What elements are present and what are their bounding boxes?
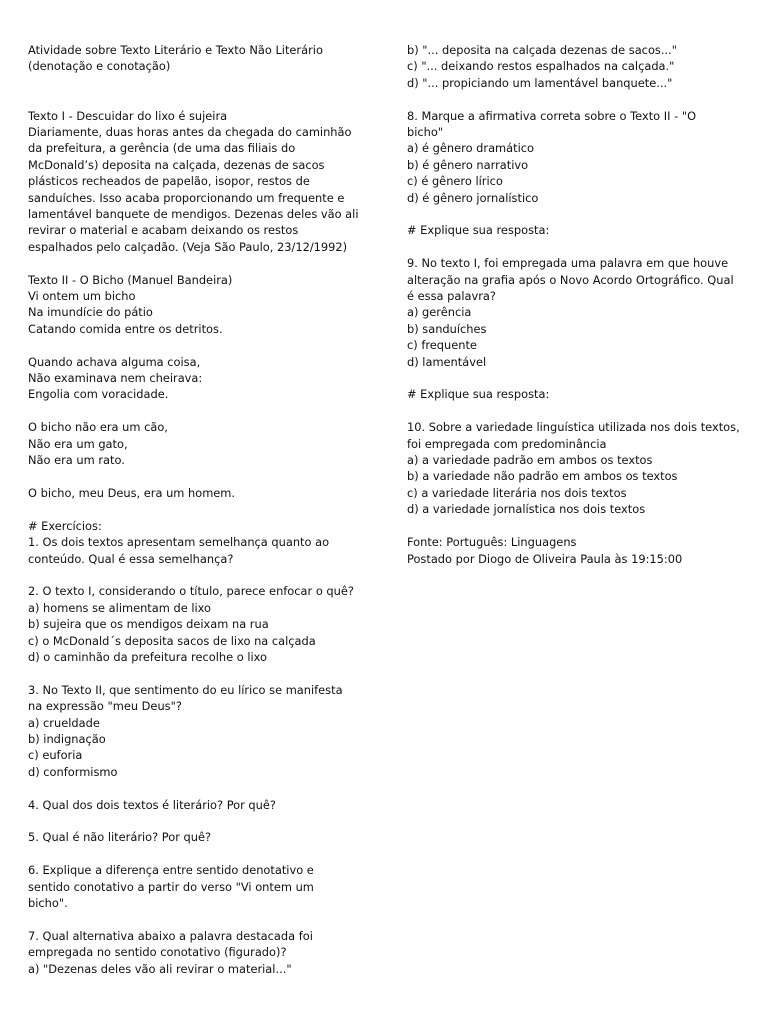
text-line: alteração na grafia após o Novo Acordo Ortográfico. Qual xyxy=(407,272,734,287)
text-line: a) a variedade padrão em ambos os textos xyxy=(407,453,653,468)
text-line: b) sanduíches xyxy=(407,321,487,336)
texto-2-stanza-1 xyxy=(28,272,368,338)
text-line: 5. Qual é não literário? Por quê? xyxy=(28,830,212,845)
text-line: O bicho, meu Deus, era um homem. xyxy=(28,485,236,500)
text-line: c) o McDonald´s deposita sacos de lixo na calçada xyxy=(28,633,316,648)
text-line: Na imundície do pátio xyxy=(28,305,153,320)
question-6 xyxy=(28,862,368,911)
text-line: plásticos recheados de papelão, isopor, restos de xyxy=(28,174,310,189)
question-4 xyxy=(28,797,368,813)
question-3 xyxy=(28,682,368,780)
text-line: c) "... deixando restos espalhados na calçada." xyxy=(407,59,675,74)
text-line: Não era um rato. xyxy=(28,453,125,468)
text-line: b) é gênero narrativo xyxy=(407,157,529,172)
text-line: a) homens se alimentam de lixo xyxy=(28,600,212,615)
text-line: b) "... deposita na calçada dezenas de sacos..." xyxy=(407,43,677,57)
text-line: d) "... propiciando um lamentável banquete..." xyxy=(407,75,673,90)
text-line: 6. Explique a diferença entre sentido denotativo e xyxy=(28,863,314,878)
text-line: d) é gênero jornalístico xyxy=(407,190,539,205)
question-10 xyxy=(407,419,747,517)
text-line: é essa palavra? xyxy=(407,289,496,304)
text-line: # Exercícios: xyxy=(28,518,102,533)
text-line: d) lamentável xyxy=(407,354,487,369)
text-line: Atividade sobre Texto Literário e Texto Não Literário xyxy=(28,43,323,57)
text-line: c) frequente xyxy=(407,338,477,353)
text-line: d) a variedade jornalística nos dois textos xyxy=(407,502,646,517)
text-line: Não era um gato, xyxy=(28,436,128,451)
text-line: Texto II - O Bicho (Manuel Bandeira) xyxy=(28,272,233,287)
text-line: revirar o material e acabam deixando os restos xyxy=(28,223,299,238)
text-line: 7. Qual alternativa abaixo a palavra destacada foi xyxy=(28,928,313,943)
text-line: empregada no sentido conotativo (figurado)? xyxy=(28,945,287,960)
text-line: (denotação e conotação) xyxy=(28,59,171,74)
texto-2-stanza-4 xyxy=(28,485,368,501)
text-line: espalhados pelo calçadão. (Veja São Paulo, 23/12/1992) xyxy=(28,239,348,254)
text-line: 9. No texto I, foi empregada uma palavra em que houve xyxy=(407,256,729,271)
text-line: bicho" xyxy=(407,125,444,140)
text-line: Quando achava alguma coisa, xyxy=(28,354,201,369)
text-line: lamentável banquete de mendigos. Dezenas deles vão ali xyxy=(28,207,359,222)
source-footer xyxy=(407,534,747,567)
texto-1 xyxy=(28,108,368,256)
explain-answer-2 xyxy=(407,386,747,402)
text-line: Fonte: Português: Linguagens xyxy=(407,535,577,550)
text-line: bicho". xyxy=(28,895,68,910)
text-line: O bicho não era um cão, xyxy=(28,420,168,435)
text-line: # Explique sua resposta: xyxy=(407,387,550,402)
text-line: foi empregada com predominância xyxy=(407,436,607,451)
text-line: na expressão "meu Deus"? xyxy=(28,699,182,714)
text-line: 1. Os dois textos apresentam semelhança quanto ao xyxy=(28,535,330,550)
question-8 xyxy=(407,108,747,206)
text-line: da prefeitura, a gerência (de uma das filiais do xyxy=(28,141,296,156)
question-7-options-continued xyxy=(407,42,747,91)
question-7 xyxy=(28,928,368,977)
text-line: Diariamente, duas horas antes da chegada do caminhão xyxy=(28,125,352,140)
text-line: b) indignação xyxy=(28,731,106,746)
text-line: 8. Marque a afirmativa correta sobre o Texto II - "O xyxy=(407,108,697,123)
text-line: b) a variedade não padrão em ambos os textos xyxy=(407,469,678,484)
text-line: 2. O texto I, considerando o título, parece enfocar o quê? xyxy=(28,584,354,599)
text-line: 4. Qual dos dois textos é literário? Por quê? xyxy=(28,797,276,812)
text-line: 3. No Texto II, que sentimento do eu lírico se manifesta xyxy=(28,682,343,697)
text-line: conteúdo. Qual é essa semelhança? xyxy=(28,551,234,566)
question-2 xyxy=(28,583,368,665)
question-1 xyxy=(28,518,368,567)
texto-2-stanza-2 xyxy=(28,354,368,403)
text-line: Catando comida entre os detritos. xyxy=(28,321,223,336)
text-line: sentido conotativo a partir do verso "Vi ontem um xyxy=(28,879,314,894)
activity-title xyxy=(28,42,368,75)
text-line: # Explique sua resposta: xyxy=(407,223,550,238)
text-line: Engolia com voracidade. xyxy=(28,387,169,402)
text-line: a) gerência xyxy=(407,305,472,320)
text-line: b) sujeira que os mendigos deixam na rua xyxy=(28,617,269,632)
text-line: a) é gênero dramático xyxy=(407,141,534,156)
right-column xyxy=(407,42,747,583)
text-line: 10. Sobre a variedade linguística utilizada nos dois textos, xyxy=(407,420,740,435)
text-line: c) euforia xyxy=(28,748,83,763)
text-line: a) crueldade xyxy=(28,715,100,730)
text-line: sanduíches. Isso acaba proporcionando um frequente e xyxy=(28,190,345,205)
text-line: a) "Dezenas deles vão ali revirar o material..." xyxy=(28,961,292,976)
text-line: d) conformismo xyxy=(28,764,118,779)
text-line: Vi ontem um bicho xyxy=(28,289,136,304)
texto-2-stanza-3 xyxy=(28,419,368,468)
text-line: Não examinava nem cheirava: xyxy=(28,371,203,386)
question-9 xyxy=(407,255,747,370)
question-5 xyxy=(28,829,368,845)
text-line: c) é gênero lírico xyxy=(407,174,503,189)
text-line: McDonald’s) deposita na calçada, dezenas de sacos xyxy=(28,157,325,172)
text-line: Postado por Diogo de Oliveira Paula às 19:15:00 xyxy=(407,551,683,566)
text-line: c) a variedade literária nos dois textos xyxy=(407,485,627,500)
text-line: Texto I - Descuidar do lixo é sujeira xyxy=(28,108,228,123)
text-line: d) o caminhão da prefeitura recolhe o lixo xyxy=(28,649,268,664)
left-column xyxy=(28,42,368,993)
explain-answer-1 xyxy=(407,222,747,238)
